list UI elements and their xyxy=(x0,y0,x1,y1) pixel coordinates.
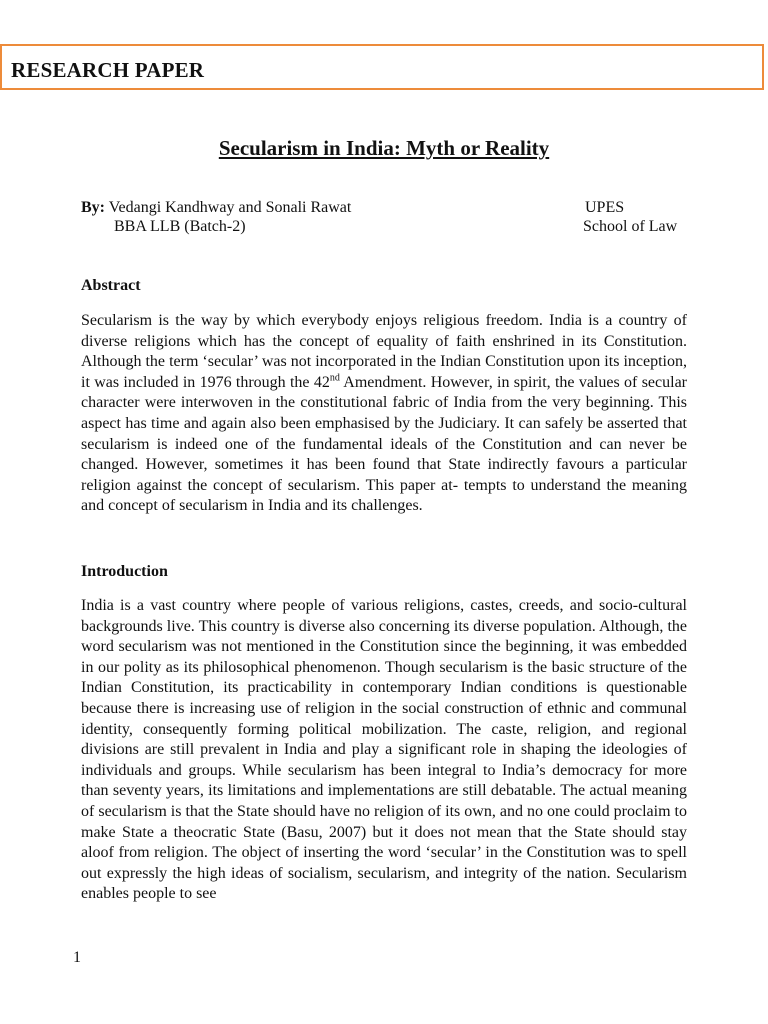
byline xyxy=(81,198,351,236)
header-box xyxy=(0,44,764,90)
abstract-text xyxy=(81,311,687,517)
affiliation xyxy=(583,198,677,236)
introduction-heading: Introduction xyxy=(81,563,168,580)
authors: Vedangi Kandhway and Sonali Rawat xyxy=(108,199,352,216)
paper-title: Secularism in India: Myth or Reality xyxy=(218,136,550,160)
school: School of Law xyxy=(583,218,678,235)
university: UPES xyxy=(585,199,625,216)
page-number: 1 xyxy=(73,949,81,966)
abstract-superscript: nd xyxy=(329,372,340,384)
header-label: RESEARCH PAPER xyxy=(11,58,205,82)
introduction-text: India is a vast country where people of various religions, castes, creeds, and socio-cultural backgrounds live. This country is diverse also concerning its diverse population. Although, the word secularism was not mentioned in the Constitution since the beginning, it was embedded in our polity as its philosophical phenomenon. Though secularism is the basic structure of the Indian Constitution, its practicability in contemporary Indian conditions is questionable because there is increasing use of religion in the social construction of ethnic and communal identity, consequently forming political mobilization. The caste, religion, and regional divisions are still prevalent in India and play a significant role in shaping the ideologies of individuals and groups. While secularism has been integral to India’s democracy for more than seventy years, its limitations and implementations are still debatable. The actual meaning of secularism is that the State should have no religion of its own, and no one could proclaim to make State a theocratic State (Basu, 2007) but it does not mean that the State should stay aloof from religion. The object of inserting the word ‘secular’ in the Constitution was to spell out expressly the high ideas of socialism, secularism, and integrity of the nation. Secularism enables people to see xyxy=(81,597,687,903)
abstract-heading: Abstract xyxy=(81,277,141,294)
by-label: By: xyxy=(81,199,105,216)
abstract-text-part1: Secularism is the way by which everybody enjoys religious freedom. India is a country of diverse religions which has the concept of equality of faith enshrined in its Constitution. Although the term ‘secular’ was not incorporated in the Indian Constitution upon its inception, it was included in 1976 through the 42 xyxy=(81,312,687,391)
program: BBA LLB (Batch-2) xyxy=(114,218,246,235)
abstract-text-part2: Amendment. However, in spirit, the values of secular character were interwoven in the constitutional fabric of India from the very beginning. This aspect has time and again also been emphasised by the Judiciary. It can safely be asserted that secularism is indeed one of the fundamental ideals of the Constitution and can never be changed. However, sometimes it has been found that State indirectly favours a particular religion against the concept of secularism. This paper at- tempts to understand the meaning and concept of secularism in India and its challenges. xyxy=(81,373,687,515)
